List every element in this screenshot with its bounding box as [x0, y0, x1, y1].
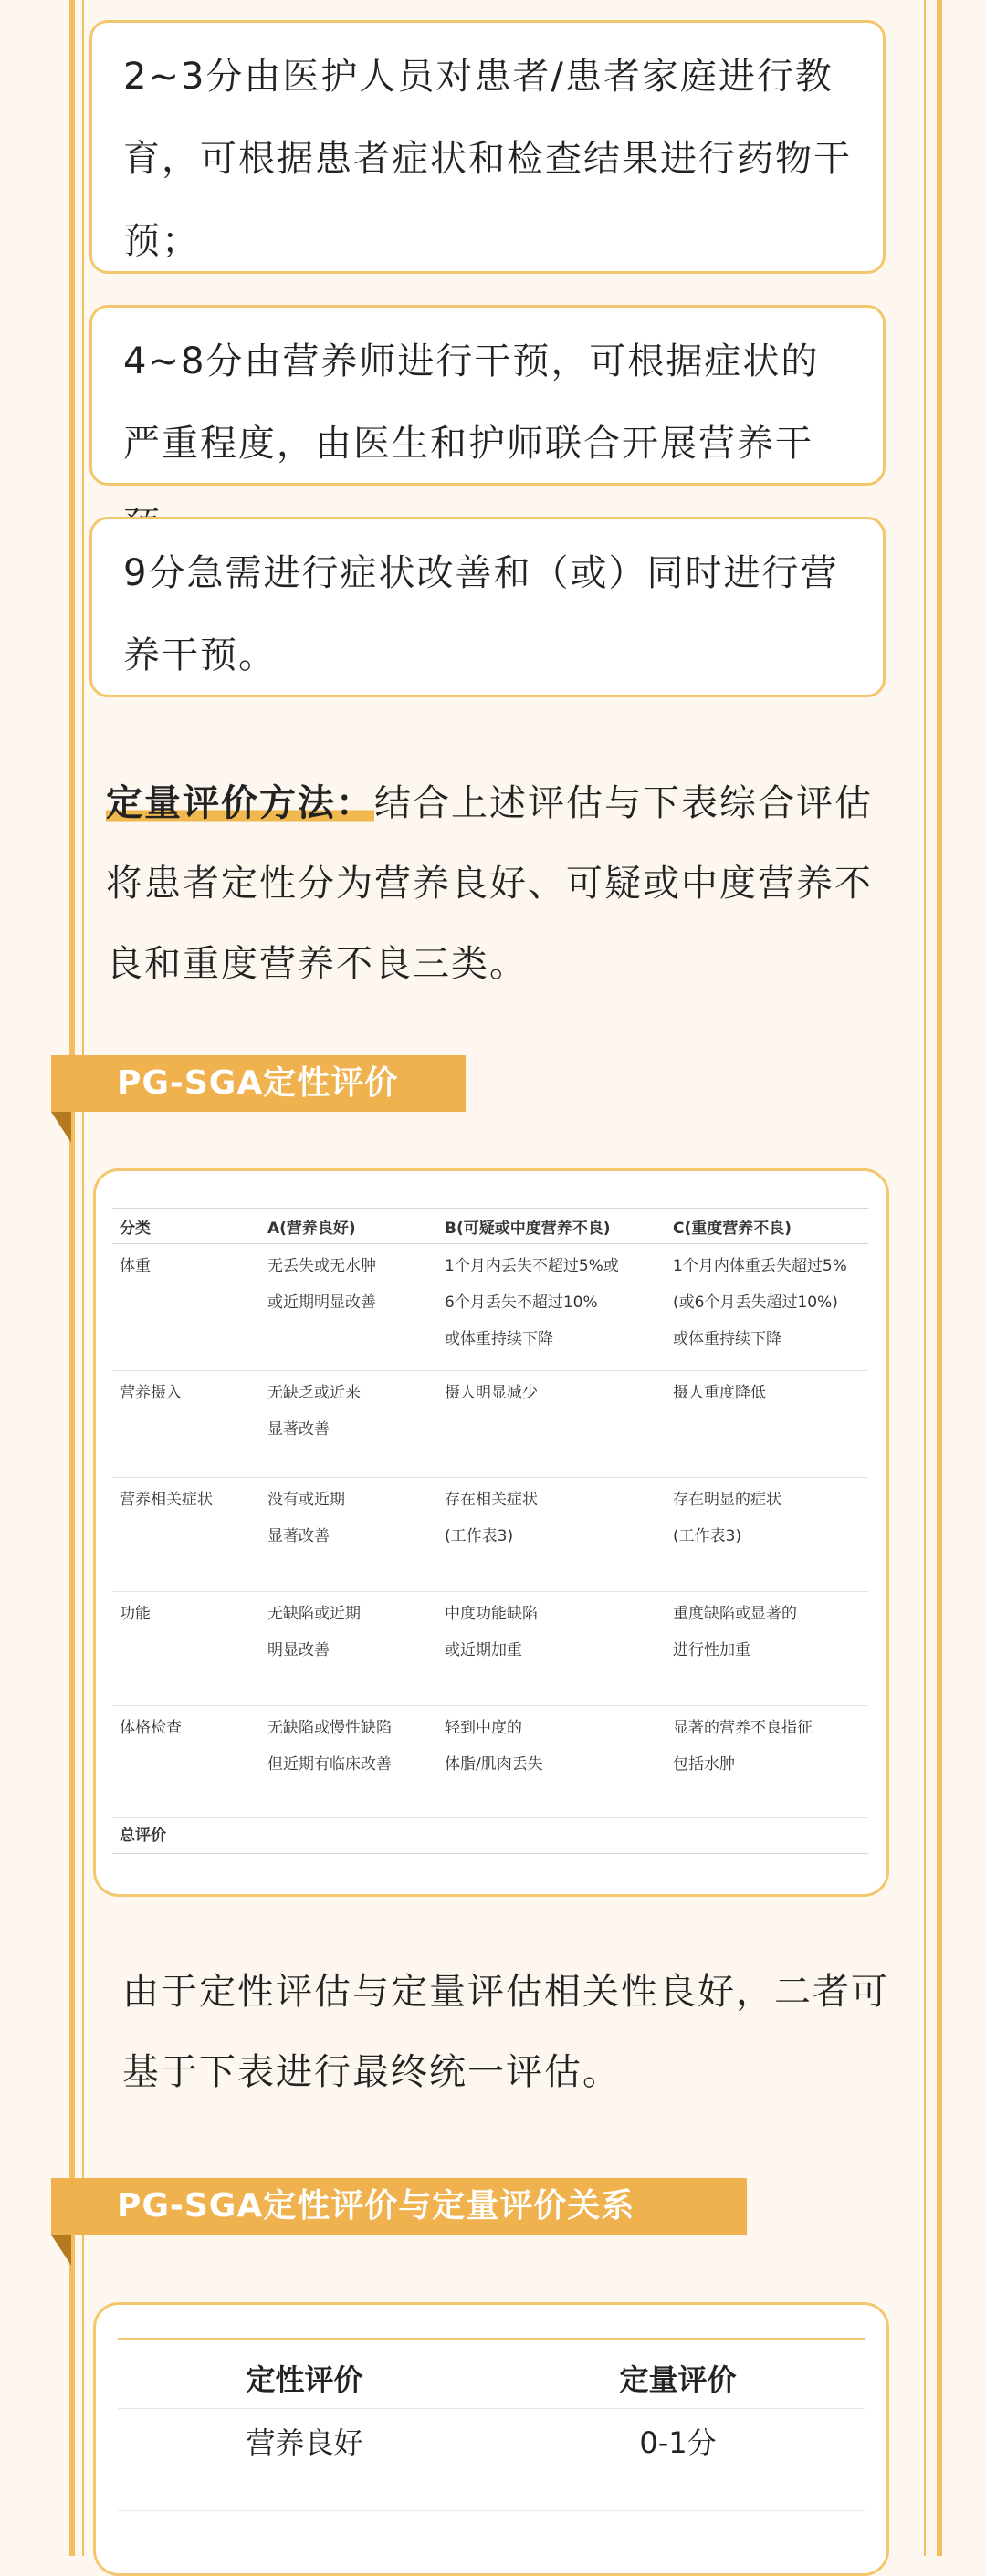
quantitative-cell: 0-1分: [491, 2409, 865, 2511]
table-row: [112, 1478, 868, 1592]
relation-table-card: [93, 2302, 889, 2576]
grade-b-cell: 存在相关症状 (工作表3): [437, 1478, 666, 1592]
quantitative-method-text: 结合上述评估与下表综合评估将患者定性分为营养良好、可疑或中度营养不良和重度营养不良三类。: [106, 782, 873, 985]
grade-b-cell: 中度功能缺陷 或近期加重: [437, 1592, 666, 1706]
grade-a-cell: 无丢失或无水肿 或近期明显改善: [260, 1244, 437, 1371]
total-label: 总评价: [112, 1818, 260, 1854]
category-cell: 营养相关症状: [112, 1478, 260, 1592]
grade-c-cell: 存在明显的症状 (工作表3): [666, 1478, 868, 1592]
quantitative-method-paragraph: [106, 763, 887, 1004]
column-header: 定性评价: [118, 2339, 491, 2409]
section-title: PG-SGA定性评价与定量评价关系: [117, 2187, 635, 2225]
table-row: [118, 2409, 865, 2511]
column-header: A(营养良好): [260, 1209, 437, 1244]
grade-a-cell: 无缺乏或近来 显著改善: [260, 1371, 437, 1478]
category-cell: 功能: [112, 1592, 260, 1706]
qualitative-cell: 营养良好: [118, 2409, 491, 2511]
section-title: PG-SGA定性评价: [117, 1064, 399, 1102]
table-row-total: [112, 1818, 868, 1854]
grade-c-cell: 摄人重度降低: [666, 1371, 868, 1478]
criteria-text: 4~8分由营养师进行干预，可根据症状的严重程度，由医生和护师联合开展营养干: [123, 340, 820, 465]
grade-c-cell: 显著的营养不良指征 包括水肿: [666, 1706, 868, 1818]
category-cell: 营养摄入: [112, 1371, 260, 1478]
page-frame-left: [69, 0, 75, 2556]
relation-paragraph: [122, 1952, 889, 2112]
grade-b-cell: 摄人明显减少: [437, 1371, 666, 1478]
category-cell: 体重: [112, 1244, 260, 1371]
grade-c-cell: 重度缺陷或显著的 进行性加重: [666, 1592, 868, 1706]
criteria-card-9: [89, 517, 886, 697]
column-header: B(可疑或中度营养不良): [437, 1209, 666, 1244]
qualitative-assessment-table: [112, 1208, 868, 1854]
grade-a-cell: 无缺陷或慢性缺陷 但近期有临床改善: [260, 1706, 437, 1818]
grade-b-cell: 1个月内丢失不超过5%或 6个月丢失不超过10% 或体重持续下降: [437, 1244, 666, 1371]
quantitative-method-label: 定量评价方法：: [106, 782, 374, 824]
page-frame-left-inner: [82, 0, 84, 2556]
qualitative-table-card: [93, 1168, 889, 1897]
criteria-card-2-3: [89, 20, 886, 274]
table-row: [112, 1244, 868, 1371]
column-header: 定量评价: [491, 2339, 865, 2409]
grade-c-cell: 1个月内体重丢失超过5% (或6个月丢失超过10%) 或体重持续下降: [666, 1244, 868, 1371]
section-banner-qualitative: [51, 1055, 466, 1112]
relation-text: 由于定性评估与定量评估相关性良好，二者可基于下表进行最终统一评估。: [122, 1971, 889, 2093]
grade-b-cell: 轻到中度的 体脂/肌肉丢失: [437, 1706, 666, 1818]
table-row: [112, 1371, 868, 1478]
banner-fold: [51, 1112, 71, 1143]
table-row: [112, 1706, 868, 1818]
banner-fold: [51, 2235, 71, 2266]
section-banner-relation: [51, 2178, 747, 2235]
page-frame-right: [937, 0, 942, 2556]
grade-a-cell: 没有或近期 显著改善: [260, 1478, 437, 1592]
table-row: [112, 1592, 868, 1706]
column-header: C(重度营养不良): [666, 1209, 868, 1244]
page-frame-right-inner: [924, 0, 926, 2556]
table-header-row: [118, 2339, 865, 2409]
criteria-text: 9分急需进行症状改善和（或）同时进行营养干预。: [123, 552, 839, 676]
category-cell: 体格检查: [112, 1706, 260, 1818]
criteria-card-4-8: [89, 305, 886, 486]
column-header: 分类: [112, 1209, 260, 1244]
table-header-row: [112, 1209, 868, 1244]
grade-a-cell: 无缺陷或近期 明显改善: [260, 1592, 437, 1706]
criteria-text: 2~3分由医护人员对患者/患者家庭进行教育，可根据患者症状和检查结果进行药物干预；: [123, 56, 852, 262]
relation-table: [118, 2338, 865, 2511]
